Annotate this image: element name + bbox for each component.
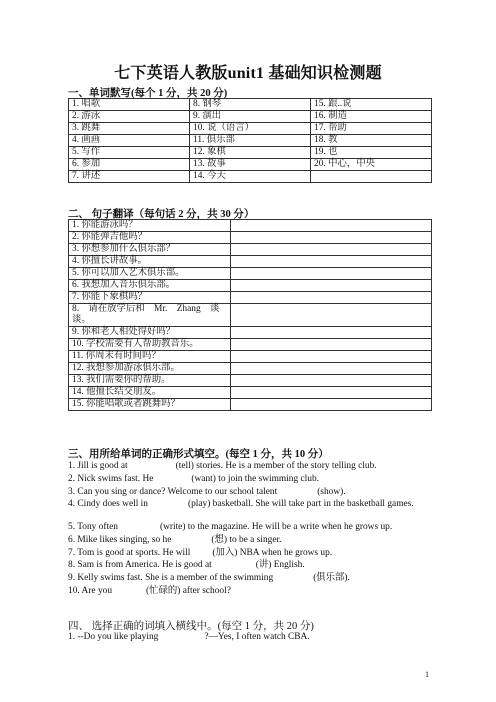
fill-in-text-before: 3. Can you sing or dance? Welcome to our school talent: [68, 487, 278, 497]
page-title: 七下英语人教版unit1 基础知识检测题: [114, 65, 382, 82]
vocab-cell: 1. 唱歌: [69, 99, 190, 111]
translation-prompt: 7. 你能下象棋吗？: [69, 292, 231, 304]
translation-answer-cell: [230, 375, 431, 387]
vocab-table: [68, 98, 432, 183]
translation-row: [69, 363, 432, 375]
vocab-row: [69, 159, 432, 171]
vocab-row: [69, 135, 432, 147]
fill-in-text-before: 4. Cindy does well in: [68, 499, 148, 509]
translation-row: [69, 244, 432, 256]
translation-prompt: 12. 我想参加游泳俱乐部。: [69, 363, 231, 375]
fill-in-text-after: (想) to be a singer.: [211, 535, 282, 545]
translation-prompt: 1. 你能游泳吗？: [69, 220, 231, 232]
vocab-cell: 6. 参加: [69, 159, 190, 171]
translation-answer-cell: [230, 339, 431, 351]
translation-prompt: 3. 你想参加什么俱乐部？: [69, 244, 231, 256]
translation-answer-cell: [230, 292, 431, 304]
translation-prompt: 14. 他擅长结交朋友。: [69, 387, 231, 399]
choice-text-after: ?—Yes, I often watch CBA.: [204, 632, 310, 642]
vocab-cell: 3. 跳舞: [69, 123, 190, 135]
translation-prompt: 6. 我想加入音乐俱乐部。: [69, 280, 231, 292]
translation-answer-cell: [230, 280, 431, 292]
choice-text-before: 1. --Do you like playing: [68, 632, 159, 642]
vocab-cell: 20. 中心，中央: [311, 159, 432, 171]
fill-in-text-before: 9. Kelly swims fast. She is a member of the swimming: [68, 573, 274, 583]
translation-row: [69, 256, 432, 268]
translation-prompt: 11. 你周末有时间吗？: [69, 351, 231, 363]
translation-prompt: 15. 你能唱歌或者跳舞吗？: [69, 399, 231, 411]
fill-in-text-before: 2. Nick swims fast. He: [68, 474, 154, 484]
vocab-cell: 4. 画画: [69, 135, 190, 147]
translation-answer-cell: [230, 363, 431, 375]
translation-prompt: 13. 我们需要你的帮助。: [69, 375, 231, 387]
translation-table: [68, 219, 432, 411]
vocab-cell: 9. 演出: [190, 111, 311, 123]
translation-row: [69, 280, 432, 292]
translation-row: [69, 292, 432, 304]
translation-row: [69, 268, 432, 280]
translation-prompt: 10. 学校需要有人帮助教音乐。: [69, 339, 231, 351]
fill-in-item: [68, 474, 434, 486]
fill-in-text-after: (俱乐部).: [313, 573, 350, 583]
vocab-cell: 18. 教: [311, 135, 432, 147]
translation-row: [69, 339, 432, 351]
fill-in-text-before: 7. Tom is good at sports. He will: [68, 548, 191, 558]
vocab-cell: 13. 故事: [190, 159, 311, 171]
vocab-cell: 11. 俱乐部: [190, 135, 311, 147]
vocab-cell: 19. 也: [311, 147, 432, 159]
translation-prompt: 2. 你能弹吉他吗？: [69, 232, 231, 244]
vocab-cell: 8. 钢琴: [190, 99, 311, 111]
vocab-row: [69, 147, 432, 159]
vocab-cell: 2. 游泳: [69, 111, 190, 123]
vocab-cell: 5. 写作: [69, 147, 190, 159]
translation-answer-cell: [230, 232, 431, 244]
fill-in-item: [68, 499, 434, 511]
vocab-cell: 10. 说（语言）: [190, 123, 311, 135]
translation-row: [69, 375, 432, 387]
translation-answer-cell: [230, 304, 431, 327]
fill-in-text-after: (show).: [317, 487, 346, 497]
section4-heading: 四、 选择正确的词填入横线中。(每空 1 分，共 20 分): [68, 621, 314, 632]
choice-item: [68, 632, 434, 644]
translation-prompt: 8. 请在放学后和 Mr. Zhang 谈谈。: [69, 304, 231, 327]
fill-in-text-after: (tell) stories. He is a member of the story telling club.: [175, 461, 377, 471]
fill-in-item: [68, 487, 434, 499]
fill-in-item: [68, 573, 434, 585]
fill-in-text-after: (write) to the magazine. He will be a write when he grows up.: [159, 522, 393, 532]
translation-answer-cell: [230, 399, 431, 411]
fill-in-text-after: (讲) English.: [255, 560, 305, 570]
translation-answer-cell: [230, 268, 431, 280]
fill-in-item: [68, 461, 434, 473]
fill-in-text-before: 5. Tony often: [68, 522, 118, 532]
translation-answer-cell: [230, 351, 431, 363]
fill-in-text-after: (忙碌的) after school?: [146, 586, 231, 596]
translation-row: [69, 232, 432, 244]
fill-in-text-before: 8. Sam is from America. He is good at: [68, 560, 212, 570]
fill-in-text-before: 10. Are you: [68, 586, 113, 596]
fill-in-item: [68, 586, 434, 598]
vocab-cell: [311, 171, 432, 183]
fill-in-item: [68, 522, 434, 534]
vocab-cell: 12. 象棋: [190, 147, 311, 159]
vocab-row: [69, 123, 432, 135]
fill-in-text-after: (play) basketball. She will take part in the basketball games.: [187, 499, 414, 509]
fill-in-text-before: 1. Jill is good at: [68, 461, 128, 471]
vocab-cell: 16. 制造: [311, 111, 432, 123]
vocab-cell: 7. 讲述: [69, 171, 190, 183]
section3-heading: 三、用所给单词的正确形式填空。(每空 1 分，共 10 分）: [68, 449, 329, 460]
section1-heading: 一、单词默写(每个 1 分，共 20 分): [68, 88, 228, 99]
section2-heading: 二、 句子翻译（每句话 2 分，共 30 分）: [68, 209, 255, 220]
translation-row: [69, 387, 432, 399]
page-number: 1: [425, 670, 429, 679]
vocab-row: [69, 111, 432, 123]
fill-in-text-after: (加入) NBA when he grows up.: [212, 548, 333, 558]
vocab-cell: 17. 帮助: [311, 123, 432, 135]
translation-row: [69, 304, 432, 327]
vocab-cell: 15. 跟..说: [311, 99, 432, 111]
translation-row: [69, 399, 432, 411]
fill-in-item: [68, 548, 434, 560]
translation-answer-cell: [230, 387, 431, 399]
fill-in-item: [68, 535, 434, 547]
translation-row: [69, 220, 432, 232]
fill-in-text-after: (want) to join the swimming club.: [191, 474, 319, 484]
fill-in-text-before: 6. Mike likes singing, so he: [68, 535, 172, 545]
translation-prompt: 5. 你可以加入艺术俱乐部。: [69, 268, 231, 280]
translation-row: [69, 327, 432, 339]
fill-in-item: [68, 560, 434, 572]
translation-answer-cell: [230, 327, 431, 339]
translation-answer-cell: [230, 256, 431, 268]
translation-row: [69, 351, 432, 363]
vocab-cell: 14. 今天: [190, 171, 311, 183]
translation-answer-cell: [230, 244, 431, 256]
vocab-row: [69, 99, 432, 111]
translation-prompt: 9. 你和老人相处得好吗？: [69, 327, 231, 339]
translation-answer-cell: [230, 220, 431, 232]
vocab-row: [69, 171, 432, 183]
translation-prompt: 4. 你擅长讲故事。: [69, 256, 231, 268]
